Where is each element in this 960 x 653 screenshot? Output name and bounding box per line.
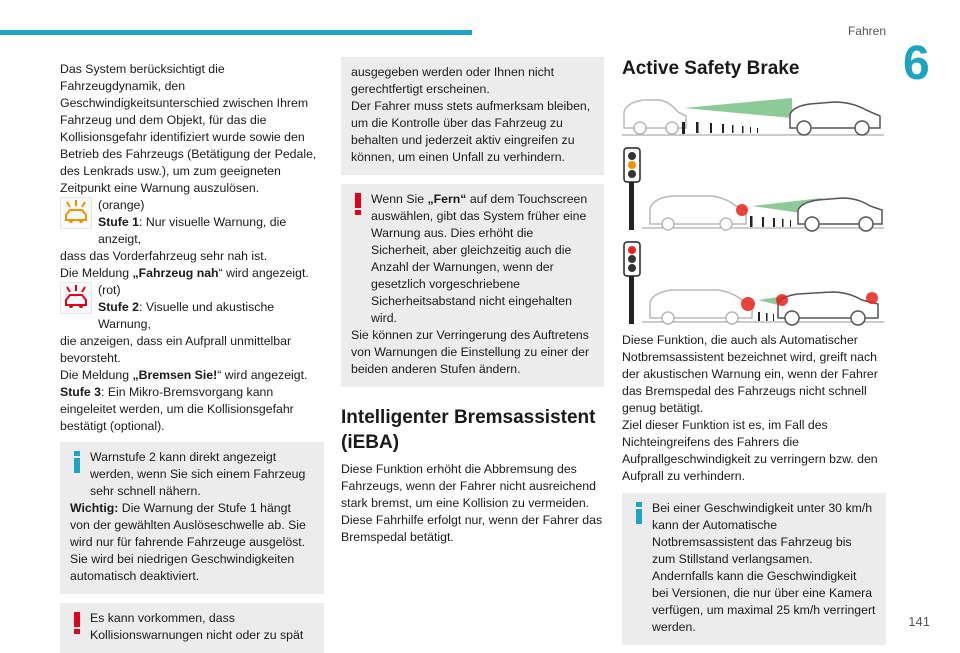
stage2-row bbox=[60, 282, 324, 333]
stage1-row bbox=[60, 197, 324, 248]
warning-note-continued bbox=[341, 57, 604, 175]
warning-note-box bbox=[60, 603, 324, 653]
warning-note-box-2 bbox=[341, 184, 604, 387]
warning2-pre: Wenn Sie bbox=[371, 192, 428, 206]
info-note-box bbox=[60, 442, 324, 594]
illustration-stage1 bbox=[622, 144, 884, 234]
stage3-text: : Ein Mikro-Bremsvorgang kann eingeleitet werden, um die Kollisionsgefahr bestätigt (optional). bbox=[60, 385, 294, 433]
stage1-msg-pre: Die Meldung bbox=[60, 266, 133, 280]
warning2-bold: „Fern“ bbox=[427, 192, 467, 206]
stage1-color: (orange) bbox=[98, 198, 145, 212]
intro-paragraph: Das System berücksichtigt die Fahrzeugdynamik, den Geschwindigkeitsunterschied zwischen Ihrem Fahrzeug und dem Objekt, für das die Kollisionsgefahr identifiziert wurde sowie den Betrieb des Fahrzeugs (Betätigung der Pedale, des Lenkrads usw.), um zum geeigneten Zeitpunkt eine Warnung auszulösen. bbox=[60, 62, 317, 195]
warning-note-cont: ausgegeben werden oder Ihnen nicht gerechtfertigt erscheinen. bbox=[351, 65, 555, 96]
info-note-label: Wichtig: bbox=[70, 501, 119, 515]
stage2-color: (rot) bbox=[98, 283, 121, 297]
stage1-head bbox=[98, 197, 324, 248]
asb-info-text: Bei einer Geschwindigkeit unter 30 km/h kann der Automatische Notbremsassistent das Fahrzeug bis zum Stillstand verlangsamen. Andernfalls kann die Geschwindigkeit bei Versionen, die nur über eine Kamera verfügen, um maximal 25 km/h verringert werden. bbox=[652, 501, 876, 634]
stage2-msg-pre: Die Meldung bbox=[60, 368, 133, 382]
header-accent-bar bbox=[0, 30, 472, 35]
stage1-label: Stufe 1 bbox=[98, 215, 139, 229]
info-note-box-2 bbox=[622, 493, 886, 645]
info-note-text: Warnstufe 2 kann direkt angezeigt werden, wenn Sie sich einem Fahrzeug sehr schnell nähern. bbox=[90, 450, 306, 498]
ieba-body-1: Diese Funktion erhöht die Abbremsung des Fahrzeugs, wenn der Fahrer nicht ausreichend stark bremst, um eine Kollision zu vermeiden. bbox=[341, 462, 596, 510]
stage1-text-b: dass das Vorderfahrzeug sehr nah ist. bbox=[60, 249, 268, 263]
column-3 bbox=[622, 56, 886, 645]
warning-icon bbox=[351, 193, 365, 215]
info-icon bbox=[70, 451, 84, 473]
warning2-post: auf dem Touchscreen auswählen, gibt das System früher eine Warnung aus. Dies erhöht die Sicherheit, aber gleichzeitig auch die Anzahl der Warnungen, wenn der gesetzlich vorgeschriebene Sicherheitsabstand nicht eingehalten wird. bbox=[371, 192, 588, 325]
section-heading-ieba: Intelligenter Bremsassistent (iEBA) bbox=[341, 407, 596, 453]
section-heading-asb: Active Safety Brake bbox=[622, 58, 800, 79]
stage1-msg: „Fahrzeug nah bbox=[132, 266, 219, 280]
page-number: 141 bbox=[908, 614, 930, 629]
stage2-head bbox=[98, 282, 324, 333]
column-1 bbox=[60, 61, 324, 653]
warning2-text2: Sie können zur Verringerung des Auftretens von Warnungen die Einstellung zu einer der beiden anderen Stufen ändern. bbox=[351, 328, 590, 376]
car-warning-orange-icon bbox=[60, 197, 92, 229]
stage2-text-b: die anzeigen, dass ein Aufprall unmittelbar bevorsteht. bbox=[60, 334, 292, 365]
section-title: Fahren bbox=[847, 24, 886, 38]
warning-icon bbox=[70, 612, 84, 634]
asb-body-1: Diese Funktion, die auch als Automatischer Notbremsassistent bezeichnet wird, greift nach der akustischen Warnung ein, wenn der Fahrer das Bremspedal des Fahrzeugs nicht schnell genug betätigt. bbox=[622, 333, 878, 415]
illustration-stage2 bbox=[622, 238, 884, 328]
illustration-approach bbox=[622, 90, 884, 140]
warning-note-cont2: Der Fahrer muss stets aufmerksam bleiben, um die Kontrolle über das Fahrzeug zu behalten und jederzeit aktiv eingreifen zu können, um einen Unfall zu verhindern. bbox=[351, 99, 591, 164]
warning-note-text: Es kann vorkommen, dass Kollisionswarnungen nicht oder zu spät bbox=[90, 611, 304, 642]
stage2-msg: „Bremsen Sie! bbox=[132, 368, 218, 382]
column-2 bbox=[341, 61, 604, 546]
stage2-label: Stufe 2 bbox=[98, 300, 139, 314]
stage1-text-a: : Nur visuelle Warnung, die anzeigt, bbox=[98, 215, 287, 246]
info-icon bbox=[632, 502, 646, 524]
chapter-number: 6 bbox=[903, 37, 930, 90]
info-note-detail: Die Warnung der Stufe 1 hängt von der gewählten Auslöseschwelle ab. Sie wird nur für fahrende Fahrzeuge ausgelöst. Sie wird bei niedrigen Geschwindigkeiten automatisch deaktiviert. bbox=[70, 501, 306, 583]
stage2-msg-post: “ wird angezeigt. bbox=[217, 368, 308, 382]
stage3-label: Stufe 3 bbox=[60, 385, 101, 399]
asb-body-2: Ziel dieser Funktion ist es, im Fall des Nichteingreifens des Fahrers die Aufprallgeschwindigkeit zu verringern bzw. den Aufprall zu verhindern. bbox=[622, 418, 878, 483]
stage2-text-a: : Visuelle und akustische Warnung, bbox=[98, 300, 275, 331]
ieba-body-2: Diese Fahrhilfe erfolgt nur, wenn der Fahrer das Bremspedal betätigt. bbox=[341, 513, 603, 544]
stage1-msg-post: “ wird angezeigt. bbox=[218, 266, 309, 280]
car-warning-red-icon bbox=[60, 282, 92, 314]
